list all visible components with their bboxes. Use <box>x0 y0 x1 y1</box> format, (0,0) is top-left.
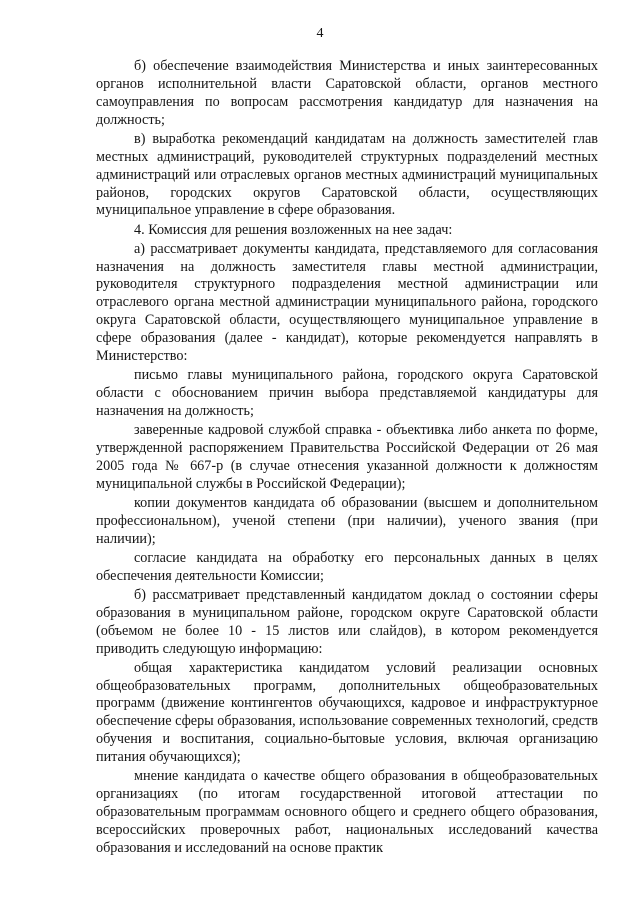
paragraph-education-copies: копии документов кандидата об образовании (высшем и дополнительном профессиональном), ученой степени (при наличии), ученого звания (при наличии); <box>96 494 598 547</box>
document-body <box>96 58 598 859</box>
paragraph-personal-data-consent: согласие кандидата на обработку его персональных данных в целях обеспечения деятельности Комиссии; <box>96 549 598 584</box>
paragraph-a-documents: а) рассматривает документы кандидата, представляемого для согласования назначения на должность заместителя главы местной администрации, руководителя структурного подразделения местной администрации или отраслевого органа местной администрации муниципального района, городского округа Саратовской области, осуществляющего муниципальное управление в сфере образования (далее - кандидат), которые рекомендуется направлять в Министерство: <box>96 240 598 365</box>
paragraph-v-recommendations: в) выработка рекомендаций кандидатам на должность заместителей глав местных администраций, руководителей структурных подразделений местных администраций или отраслевых органов местных администраций муниципальных районов, городских округов Саратовской области, осуществляющих муниципальное управление в сфере образования. <box>96 130 598 219</box>
paragraph-quality-opinion: мнение кандидата о качестве общего образования в общеобразовательных организациях (по итогам государственной итоговой аттестации по образовательным программам основного общего и среднего общего образования, всероссийских проверочных работ, национальных исследований качества образования и исследований на основе практик <box>96 768 598 856</box>
paragraph-4-commission-tasks: 4. Комиссия для решения возложенных на нее задач: <box>134 221 453 238</box>
paragraph-general-characteristics: общая характеристика кандидатом условий реализации основных общеобразовательных программ, дополнительных общеобразовательных программ (движение контингентов обучающихся, кадровое и инфраструктурное обеспечение сферы образования, использование современных технологий, средств обучения и воспитания, социально-бытовые условия, включая организацию питания обучающихся); <box>96 659 598 766</box>
paragraph-certified-reference: заверенные кадровой службой справка - объективка либо анкета по форме, утвержденной распоряжением Правительства Российской Федерации от 26 мая 2005 года № 667-р (в случае отнесения указанной должности к должностям муниципальной службы в Российской Федерации); <box>96 422 598 492</box>
paragraph-letter-head: письмо главы муниципального района, городского округа Саратовской области с обоснованием причин выбора представляемой кандидатуры для назначения на должность; <box>96 367 598 419</box>
paragraph-b-report: б) рассматривает представленный кандидатом доклад о состоянии сферы образования в муниципальном районе, городском округе Саратовской области (объемом не более 10 - 15 листов или слайдов), в котором рекомендуется приводить следующую информацию: <box>96 586 598 657</box>
paragraph-b-interaction: б) обеспечение взаимодействия Министерства и иных заинтересованных органов исполнительной власти Саратовской области, органов местного самоуправления по вопросам рассмотрения кандидатур для назначения на должность; <box>96 58 598 128</box>
page-number: 4 <box>316 26 324 41</box>
